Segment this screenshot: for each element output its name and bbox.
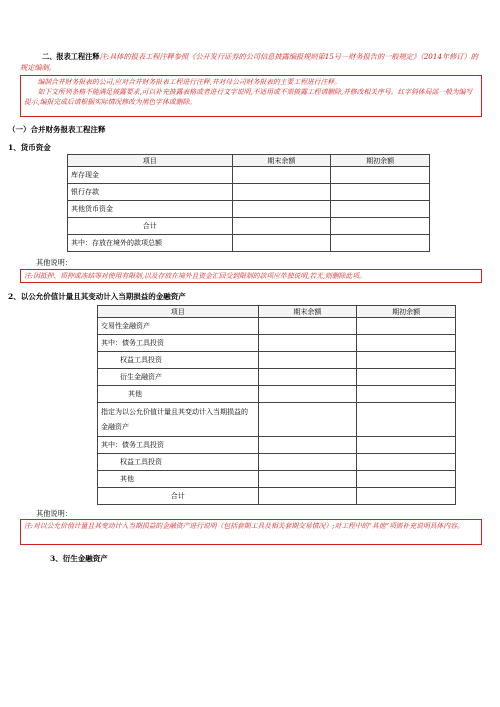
cash-note-box (20, 269, 482, 283)
value-cell[interactable] (331, 167, 430, 184)
value-cell[interactable] (357, 454, 456, 471)
row-label: 衍生金融资产 (98, 369, 259, 386)
section-header (20, 52, 482, 73)
instruction-note-line: 编制合并财务报表的公司,应对合并财务报表工程进行注释,并对母公司财务报表的主要工程进行注释。 (37, 78, 341, 86)
column-header: 项目 (68, 155, 233, 167)
row-label: 其他 (98, 471, 259, 488)
row-label: 权益工具投资 (98, 454, 259, 471)
value-cell[interactable] (258, 352, 357, 369)
value-cell[interactable] (258, 488, 357, 505)
value-cell[interactable] (357, 403, 456, 437)
table-row (68, 201, 430, 218)
other-remarks-label: 其他说明： (36, 258, 72, 267)
column-header: 项目 (98, 306, 259, 318)
cash-note: 注:因抵押、质押或冻结等对使用有限制,以及存放在境外且资金汇回受到限制的款项应单独说明,若无,则删除此项。 (24, 272, 366, 280)
value-cell[interactable] (357, 471, 456, 488)
value-cell[interactable] (357, 437, 456, 454)
table-row (68, 218, 430, 235)
row-label: 其中：债务工具投资 (98, 335, 259, 352)
fvtpl-note-box (20, 519, 482, 545)
value-cell[interactable] (357, 488, 456, 505)
cash-table (67, 154, 430, 252)
fvtpl-note: 注:对以公允价值计量且其变动计入当期损益的金融资产进行说明（包括套期工具及相关套期交易情况）;对工程中的“其他”项需补充说明具体内容。 (24, 522, 464, 530)
other-remarks-label: 其他说明： (36, 509, 72, 518)
section-title: 二、报表工程注释 (42, 52, 100, 61)
value-cell[interactable] (258, 437, 357, 454)
value-cell[interactable] (331, 201, 430, 218)
row-label: 合计 (68, 218, 233, 235)
value-cell[interactable] (258, 454, 357, 471)
item-heading-derivatives: 3、衍生金融资产 (50, 554, 108, 563)
row-label: 权益工具投资 (98, 352, 259, 369)
row-label: 其中：债务工具投资 (98, 437, 259, 454)
value-cell[interactable] (357, 386, 456, 403)
table-row (68, 167, 430, 184)
instruction-note-line: 如下文所列条格不能满足披露要求,可以补充披露表格或者进行文字说明,不适用或不需披露工程请删除,并修改相关序号。红字斜体局部一般为编写提示,编报完成后请根据实际情况修改为黑色字体或删除。 (24, 88, 473, 106)
table-row (68, 235, 430, 252)
value-cell[interactable] (331, 235, 430, 252)
value-cell[interactable] (232, 201, 331, 218)
value-cell[interactable] (258, 386, 357, 403)
row-label: 库存现金 (68, 167, 233, 184)
table-row (98, 318, 456, 335)
value-cell[interactable] (232, 218, 331, 235)
value-cell[interactable] (357, 318, 456, 335)
item-heading-fvtpl: 2、以公允价值计量且其变动计入当期损益的金融资产 (8, 292, 186, 301)
table-row (98, 386, 456, 403)
column-header: 期初余额 (357, 306, 456, 318)
value-cell[interactable] (357, 369, 456, 386)
fvtpl-table (97, 305, 456, 505)
value-cell[interactable] (331, 184, 430, 201)
value-cell[interactable] (258, 471, 357, 488)
row-label: 其中：存放在境外的款项总额 (68, 235, 233, 252)
instruction-note-box (20, 75, 482, 117)
table-row (98, 352, 456, 369)
value-cell[interactable] (258, 318, 357, 335)
value-cell[interactable] (232, 167, 331, 184)
table-row (98, 454, 456, 471)
item-heading-cash: 1、货币资金 (8, 143, 51, 152)
column-header: 期末余额 (258, 306, 357, 318)
row-label: 合计 (98, 488, 259, 505)
table-row (98, 437, 456, 454)
table-row (68, 184, 430, 201)
sub-heading: （一）合并财务报表工程注释 (8, 125, 106, 134)
value-cell[interactable] (232, 235, 331, 252)
value-cell[interactable] (357, 335, 456, 352)
table-row (98, 335, 456, 352)
value-cell[interactable] (258, 369, 357, 386)
value-cell[interactable] (357, 352, 456, 369)
value-cell[interactable] (232, 184, 331, 201)
value-cell[interactable] (331, 218, 430, 235)
row-label: 指定为以公允价值计量且其变动计入当期损益的金融资产 (98, 403, 259, 437)
table-row (98, 369, 456, 386)
table-header-row (68, 155, 430, 167)
table-row (98, 403, 456, 437)
row-label: 交易性金融资产 (98, 318, 259, 335)
row-label: 银行存款 (68, 184, 233, 201)
row-label: 其他货币资金 (68, 201, 233, 218)
table-row (98, 488, 456, 505)
value-cell[interactable] (258, 335, 357, 352)
table-header-row (98, 306, 456, 318)
row-label: 其他 (98, 386, 259, 403)
column-header: 期末余额 (232, 155, 331, 167)
section-note: 注:具体的报表工程注释参照《公开发行证券的公司信息披露编报规则第15号－财务报告的一般规定》（2014年修订）的规定编制。 (20, 52, 478, 72)
column-header: 期初余额 (331, 155, 430, 167)
value-cell[interactable] (258, 403, 357, 437)
table-row (98, 471, 456, 488)
